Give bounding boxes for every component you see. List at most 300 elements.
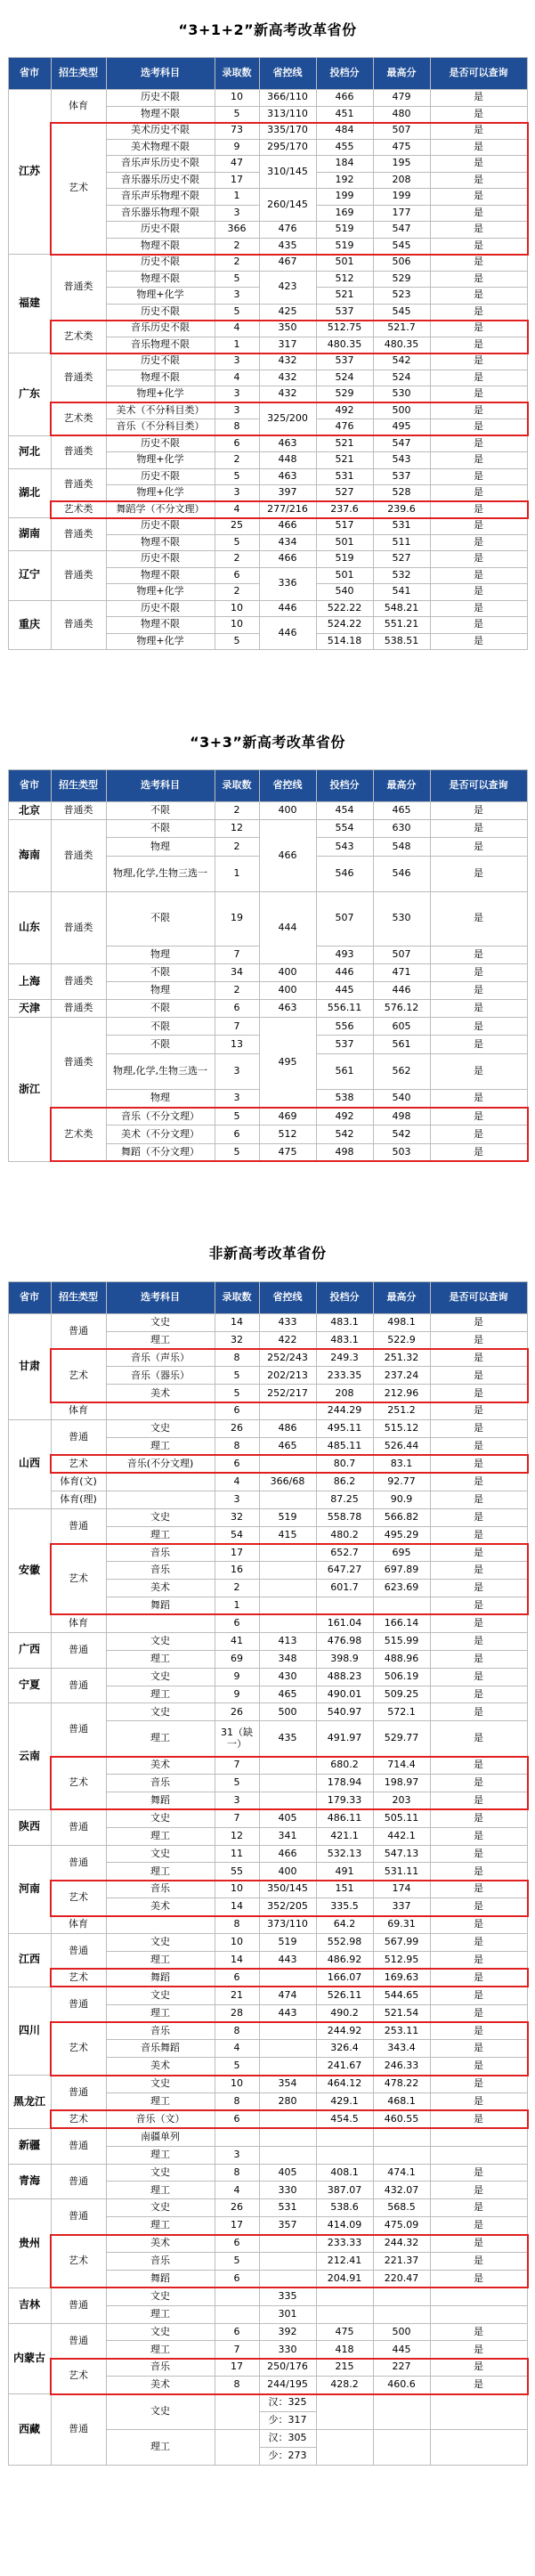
queryable-cell: 是 [430,2377,527,2394]
table-row [8,2323,527,2341]
subject-cell: 理工 [106,1827,215,1845]
max-score-cell: 695 [373,1544,430,1562]
enroll-type-cell: 普通类 [51,802,106,820]
max-score-cell: 337 [373,1898,430,1916]
filing-score-cell: 538.6 [316,2199,373,2217]
enroll-type-cell: 普通 [51,2323,106,2359]
max-score-cell: 521.54 [373,2004,430,2022]
queryable-cell: 是 [430,2323,527,2341]
subject-cell: 理工 [106,2146,215,2164]
max-score-cell: 198.97 [373,1774,430,1792]
max-score-cell: 529.77 [373,1721,430,1757]
queryable-cell: 是 [430,600,527,617]
max-score-cell: 227 [373,2359,430,2377]
filing-score-cell: 241.67 [316,2058,373,2076]
queryable-cell: 是 [430,2022,527,2040]
filing-score-cell: 543 [316,838,373,856]
control-line-cell: 466 [259,1845,316,1863]
subject-cell: 音乐（文） [106,2110,215,2128]
max-score-cell: 69.31 [373,1916,430,1934]
max-score-cell: 237.24 [373,1367,430,1385]
subject-cell: 文史 [106,1313,215,1331]
table-row [8,2199,527,2217]
enroll-type-cell: 普通 [51,2128,106,2164]
admitted-count-cell: 7 [215,1809,259,1827]
subject-cell: 理工 [106,2429,215,2465]
filing-score-cell: 199 [316,189,373,206]
admitted-count-cell: 2 [215,238,259,255]
admitted-count-cell: 6 [215,1402,259,1420]
admitted-count-cell: 10 [215,1881,259,1898]
header-province: 省市 [8,58,51,90]
queryable-cell [430,2394,527,2430]
enroll-type-cell: 普通 [51,1933,106,1969]
score-table [8,769,528,1162]
max-score-cell: 251.2 [373,1402,430,1420]
subject-cell: 音乐舞蹈 [106,2040,215,2058]
province-cell: 内蒙古 [8,2323,51,2394]
filing-score-cell: 538 [316,1090,373,1108]
subject-cell: 理工 [106,1526,215,1544]
table-row [8,1668,527,1686]
queryable-cell: 是 [430,1580,527,1597]
admitted-count-cell: 9 [215,1668,259,1686]
filing-score-cell: 488.23 [316,1668,373,1686]
province-cell: 贵州 [8,2199,51,2288]
subject-cell: 物理 [106,981,215,999]
max-score-cell: 446 [373,981,430,999]
queryable-cell: 是 [430,2076,527,2093]
queryable-cell: 是 [430,172,527,189]
admitted-count-cell: 1 [215,1597,259,1615]
filing-score-cell: 512 [316,271,373,288]
subject-cell: 音乐（不分文理） [106,1108,215,1125]
admitted-count-cell: 366 [215,222,259,239]
enroll-type-cell: 艺术 [51,1881,106,1916]
queryable-cell: 是 [430,1774,527,1792]
enroll-type-cell: 普通类 [51,468,106,501]
filing-score-cell: 335.5 [316,1898,373,1916]
admitted-count-cell: 5 [215,304,259,321]
max-score-cell [373,1597,430,1615]
filing-score-cell: 537 [316,1036,373,1053]
max-score-cell [373,2128,430,2146]
queryable-cell: 是 [430,485,527,502]
subject-cell: 舞蹈（不分文理） [106,1143,215,1161]
subject-cell: 历史不限 [106,304,215,321]
table-row [8,518,527,535]
queryable-cell: 是 [430,288,527,305]
enroll-type-cell: 体育(理) [51,1491,106,1508]
table-row [8,1757,527,1775]
max-score-cell: 203 [373,1792,430,1809]
enroll-type-cell: 普通类 [51,891,106,963]
admitted-count-cell: 5 [215,1143,259,1161]
province-cell: 宁夏 [8,1668,51,1703]
filing-score-cell: 537 [316,353,373,370]
enroll-type-cell: 艺术 [51,1544,106,1615]
admitted-count-cell: 5 [215,468,259,485]
filing-score-cell: 179.33 [316,1792,373,1809]
queryable-cell: 是 [430,1090,527,1108]
admitted-count-cell: 3 [215,205,259,222]
section-gap [0,1162,535,1224]
table-header-row [8,1281,527,1313]
control-line-cell: 366/68 [259,1473,316,1491]
queryable-cell: 是 [430,2093,527,2111]
queryable-cell: 是 [430,584,527,601]
filing-score-cell: 680.2 [316,1757,373,1775]
max-score-cell: 475.09 [373,2217,430,2235]
enroll-type-cell: 普通 [51,2394,106,2466]
enroll-type-cell: 普通 [51,2076,106,2111]
filing-score-cell: 398.9 [316,1650,373,1668]
subject-cell: 音乐 [106,1544,215,1562]
control-line-cell: 317 [259,337,316,353]
queryable-cell [430,2146,527,2164]
queryable-cell: 是 [430,238,527,255]
province-cell: 黑龙江 [8,2076,51,2129]
province-cell: 福建 [8,255,51,353]
control-line-cell: 500 [259,1703,316,1721]
queryable-cell: 是 [430,567,527,584]
queryable-cell: 是 [430,501,527,518]
filing-score-cell: 237.6 [316,501,373,518]
filing-score-cell: 161.04 [316,1614,373,1632]
subject-cell: 物理不限 [106,617,215,634]
province-cell: 陕西 [8,1809,51,1845]
admitted-count-cell: 5 [215,1108,259,1125]
max-score-cell: 562 [373,1053,430,1089]
subject-cell: 音乐(不分文理) [106,1455,215,1473]
filing-score-cell: 212.41 [316,2253,373,2271]
control-line-cell: 466 [259,551,316,568]
control-line-cell: 486 [259,1420,316,1438]
province-cell: 湖北 [8,468,51,518]
enroll-type-cell: 普通 [51,1987,106,2022]
province-cell: 江西 [8,1933,51,1987]
table-row [8,551,527,568]
admitted-count-cell: 9 [215,139,259,156]
table-row [8,321,527,337]
max-score-cell: 479 [373,90,430,107]
filing-score-cell: 524.22 [316,617,373,634]
subject-cell: 物理不限 [106,238,215,255]
subject-cell: 不限 [106,891,215,946]
subject-cell: 音乐 [106,1881,215,1898]
enroll-type-cell: 艺术 [51,2235,106,2288]
admitted-count-cell: 8 [215,1438,259,1456]
queryable-cell: 是 [430,2058,527,2076]
table-row [8,1916,527,1934]
control-line-cell: 443 [259,2004,316,2022]
control-line-cell: 467 [259,255,316,272]
admitted-count-cell: 5 [215,271,259,288]
control-line-cell [259,2235,316,2253]
filing-score-cell: 64.2 [316,1916,373,1934]
queryable-cell [430,2128,527,2146]
control-line-cell [259,1580,316,1597]
enroll-type-cell: 普通 [51,2164,106,2199]
table-row [8,1933,527,1951]
max-score-cell: 212.96 [373,1385,430,1402]
province-cell: 天津 [8,1000,51,1018]
admitted-count-cell: 21 [215,1987,259,2004]
control-line-cell: 352/205 [259,1898,316,1916]
filing-score-cell: 493 [316,946,373,963]
filing-score-cell: 514.18 [316,633,373,650]
queryable-cell: 是 [430,1597,527,1615]
queryable-cell: 是 [430,1632,527,1650]
max-score-cell: 208 [373,172,430,189]
filing-score-cell: 491.97 [316,1721,373,1757]
admitted-count-cell: 5 [215,1385,259,1402]
admitted-count-cell: 3 [215,1090,259,1108]
filing-score-cell: 445 [316,981,373,999]
admitted-count-cell: 26 [215,2199,259,2217]
control-line-cell: 202/213 [259,1367,316,1385]
max-score-cell: 509.25 [373,1686,430,1703]
max-score-cell: 545 [373,304,430,321]
queryable-cell: 是 [430,386,527,403]
control-line-cell: 397 [259,485,316,502]
filing-score-cell: 561 [316,1053,373,1089]
queryable-cell: 是 [430,255,527,272]
filing-score-cell: 429.1 [316,2093,373,2111]
section-title: “3+3”新高考改革省份 [190,733,345,751]
max-score-cell: 506.19 [373,1668,430,1686]
admitted-count-cell: 5 [215,534,259,551]
admitted-count-cell: 4 [215,321,259,337]
max-score-cell: 546 [373,856,430,891]
filing-score-cell: 517 [316,518,373,535]
province-cell: 青海 [8,2164,51,2199]
queryable-cell: 是 [430,1686,527,1703]
subject-cell: 历史不限 [106,551,215,568]
subject-cell: 物理+化学 [106,584,215,601]
queryable-cell: 是 [430,402,527,419]
queryable-cell: 是 [430,1313,527,1331]
max-score-cell: 480 [373,106,430,123]
filing-score-cell: 522.22 [316,600,373,617]
admitted-count-cell: 10 [215,1933,259,1951]
subject-cell: 舞蹈 [106,2270,215,2288]
enroll-type-cell: 艺术类 [51,402,106,435]
filing-score-cell: 519 [316,551,373,568]
queryable-cell: 是 [430,856,527,891]
max-score-cell: 498 [373,1108,430,1125]
admitted-count-cell: 8 [215,2164,259,2182]
table-row [8,1632,527,1650]
admitted-count-cell: 8 [215,419,259,436]
control-line-cell [259,1597,316,1615]
control-line-cell: 413 [259,1632,316,1650]
max-score-cell: 174 [373,1881,430,1898]
queryable-cell: 是 [430,1000,527,1018]
max-score-cell: 251.32 [373,1349,430,1367]
filing-score-cell [316,2288,373,2305]
header-max-score: 最高分 [373,58,430,90]
table-row [8,353,527,370]
max-score-cell: 92.77 [373,1473,430,1491]
subject-cell: 音乐声乐物理不限 [106,189,215,206]
subject-cell: 舞蹈 [106,1969,215,1987]
queryable-cell: 是 [430,1402,527,1420]
filing-score-cell: 512.75 [316,321,373,337]
queryable-cell: 是 [430,2359,527,2377]
admitted-count-cell: 73 [215,123,259,140]
max-score-cell: 239.6 [373,501,430,518]
subject-cell: 音乐（声乐） [106,1349,215,1367]
subject-cell: 音乐（不分科目类） [106,419,215,436]
queryable-cell: 是 [430,946,527,963]
control-line-cell: 250/176 [259,2359,316,2377]
control-line-cell: 465 [259,1686,316,1703]
subject-cell: 物理不限 [106,106,215,123]
control-line-cell: 443 [259,1951,316,1969]
admitted-count-cell: 1 [215,189,259,206]
max-score-cell: 432.07 [373,2182,430,2199]
control-line-cell: 少：273 [259,2447,316,2465]
control-line-cell: 400 [259,963,316,981]
control-line-cell: 423 [259,271,316,304]
subject-cell: 文史 [106,1933,215,1951]
enroll-type-cell: 普通 [51,1508,106,1544]
filing-score-cell: 507 [316,891,373,946]
admitted-count-cell: 11 [215,1845,259,1863]
max-score-cell: 521.7 [373,321,430,337]
subject-cell: 文史 [106,1987,215,2004]
queryable-cell: 是 [430,123,527,140]
max-score-cell: 471 [373,963,430,981]
header-admitted: 录取数 [215,770,259,802]
header-enroll-type: 招生类型 [51,58,106,90]
table-row [8,255,527,272]
admitted-count-cell: 6 [215,2323,259,2341]
subject-cell: 音乐（器乐） [106,1367,215,1385]
enroll-type-cell: 普通 [51,1632,106,1668]
max-score-cell: 566.82 [373,1508,430,1526]
enroll-type-cell: 艺术 [51,2359,106,2394]
subject-cell: 文史 [106,2199,215,2217]
admitted-count-cell: 6 [215,435,259,452]
queryable-cell: 是 [430,1018,527,1036]
table-row [8,468,527,485]
admitted-count-cell: 69 [215,1650,259,1668]
subject-cell: 南疆单列 [106,2128,215,2146]
enroll-type-cell: 普通 [51,1809,106,1845]
header-enroll-type: 招生类型 [51,1281,106,1313]
max-score-cell: 474.1 [373,2164,430,2182]
filing-score-cell: 244.92 [316,2022,373,2040]
queryable-cell: 是 [430,2235,527,2253]
province-cell: 吉林 [8,2288,51,2323]
queryable-cell: 是 [430,1491,527,1508]
max-score-cell: 548 [373,838,430,856]
control-line-cell: 432 [259,386,316,403]
filing-score-cell: 495.11 [316,1420,373,1438]
max-score-cell: 531 [373,518,430,535]
max-score-cell: 515.12 [373,1420,430,1438]
filing-score-cell: 556.11 [316,1000,373,1018]
header-queryable: 是否可以查询 [430,58,527,90]
filing-score-cell [316,1597,373,1615]
section-title: “3+1+2”新高考改革省份 [178,20,357,38]
queryable-cell: 是 [430,2270,527,2288]
max-score-cell: 526.44 [373,1438,430,1456]
max-score-cell: 530 [373,386,430,403]
admitted-count-cell: 10 [215,90,259,107]
queryable-cell: 是 [430,963,527,981]
filing-score-cell [316,2394,373,2430]
subject-cell: 物理 [106,838,215,856]
table-row [8,1473,527,1491]
control-line-cell: 少：317 [259,2412,316,2430]
control-line-cell [259,1774,316,1792]
subject-cell: 文史 [106,1809,215,1827]
queryable-cell: 是 [430,1367,527,1385]
max-score-cell: 460.55 [373,2110,430,2128]
subject-cell: 文史 [106,2288,215,2305]
control-line-cell: 366/110 [259,90,316,107]
filing-score-cell: 476.98 [316,1632,373,1650]
control-line-cell: 310/145 [259,156,316,189]
filing-score-cell: 529 [316,386,373,403]
subject-cell: 物理+化学 [106,386,215,403]
province-cell: 西藏 [8,2394,51,2466]
filing-score-cell: 204.91 [316,2270,373,2288]
admitted-count-cell: 4 [215,370,259,386]
enroll-type-cell: 普通类 [51,435,106,468]
queryable-cell [430,2305,527,2323]
filing-score-cell: 414.09 [316,2217,373,2235]
admitted-count-cell: 28 [215,2004,259,2022]
subject-cell: 历史不限 [106,518,215,535]
queryable-cell: 是 [430,633,527,650]
admitted-count-cell: 19 [215,891,259,946]
control-line-cell: 469 [259,1108,316,1125]
admitted-count-cell: 6 [215,2235,259,2253]
max-score-cell: 547 [373,222,430,239]
admitted-count-cell [215,2429,259,2465]
filing-score-cell: 554 [316,820,373,838]
table-header-row [8,770,527,802]
queryable-cell: 是 [430,304,527,321]
enroll-type-cell: 普通类 [51,1018,106,1108]
admitted-count-cell: 8 [215,1349,259,1367]
filing-score-cell: 501 [316,255,373,272]
filing-score-cell: 480.2 [316,1526,373,1544]
max-score-cell: 630 [373,820,430,838]
admitted-count-cell: 2 [215,981,259,999]
max-score-cell: 547.13 [373,1845,430,1863]
subject-cell: 舞蹈学（不分文理） [106,501,215,518]
admitted-count-cell: 3 [215,353,259,370]
control-line-cell: 280 [259,2093,316,2111]
table-row [8,501,527,518]
subject-cell: 理工 [106,1686,215,1703]
queryable-cell: 是 [430,452,527,469]
max-score-cell: 244.32 [373,2235,430,2253]
admitted-count-cell: 10 [215,2076,259,2093]
province-cell: 上海 [8,963,51,999]
subject-cell: 理工 [106,2341,215,2359]
max-score-cell [373,2305,430,2323]
table-row [8,2394,527,2412]
enroll-type-cell: 艺术 [51,1757,106,1810]
admitted-count-cell [215,2288,259,2305]
enroll-type-cell: 艺术 [51,123,106,255]
